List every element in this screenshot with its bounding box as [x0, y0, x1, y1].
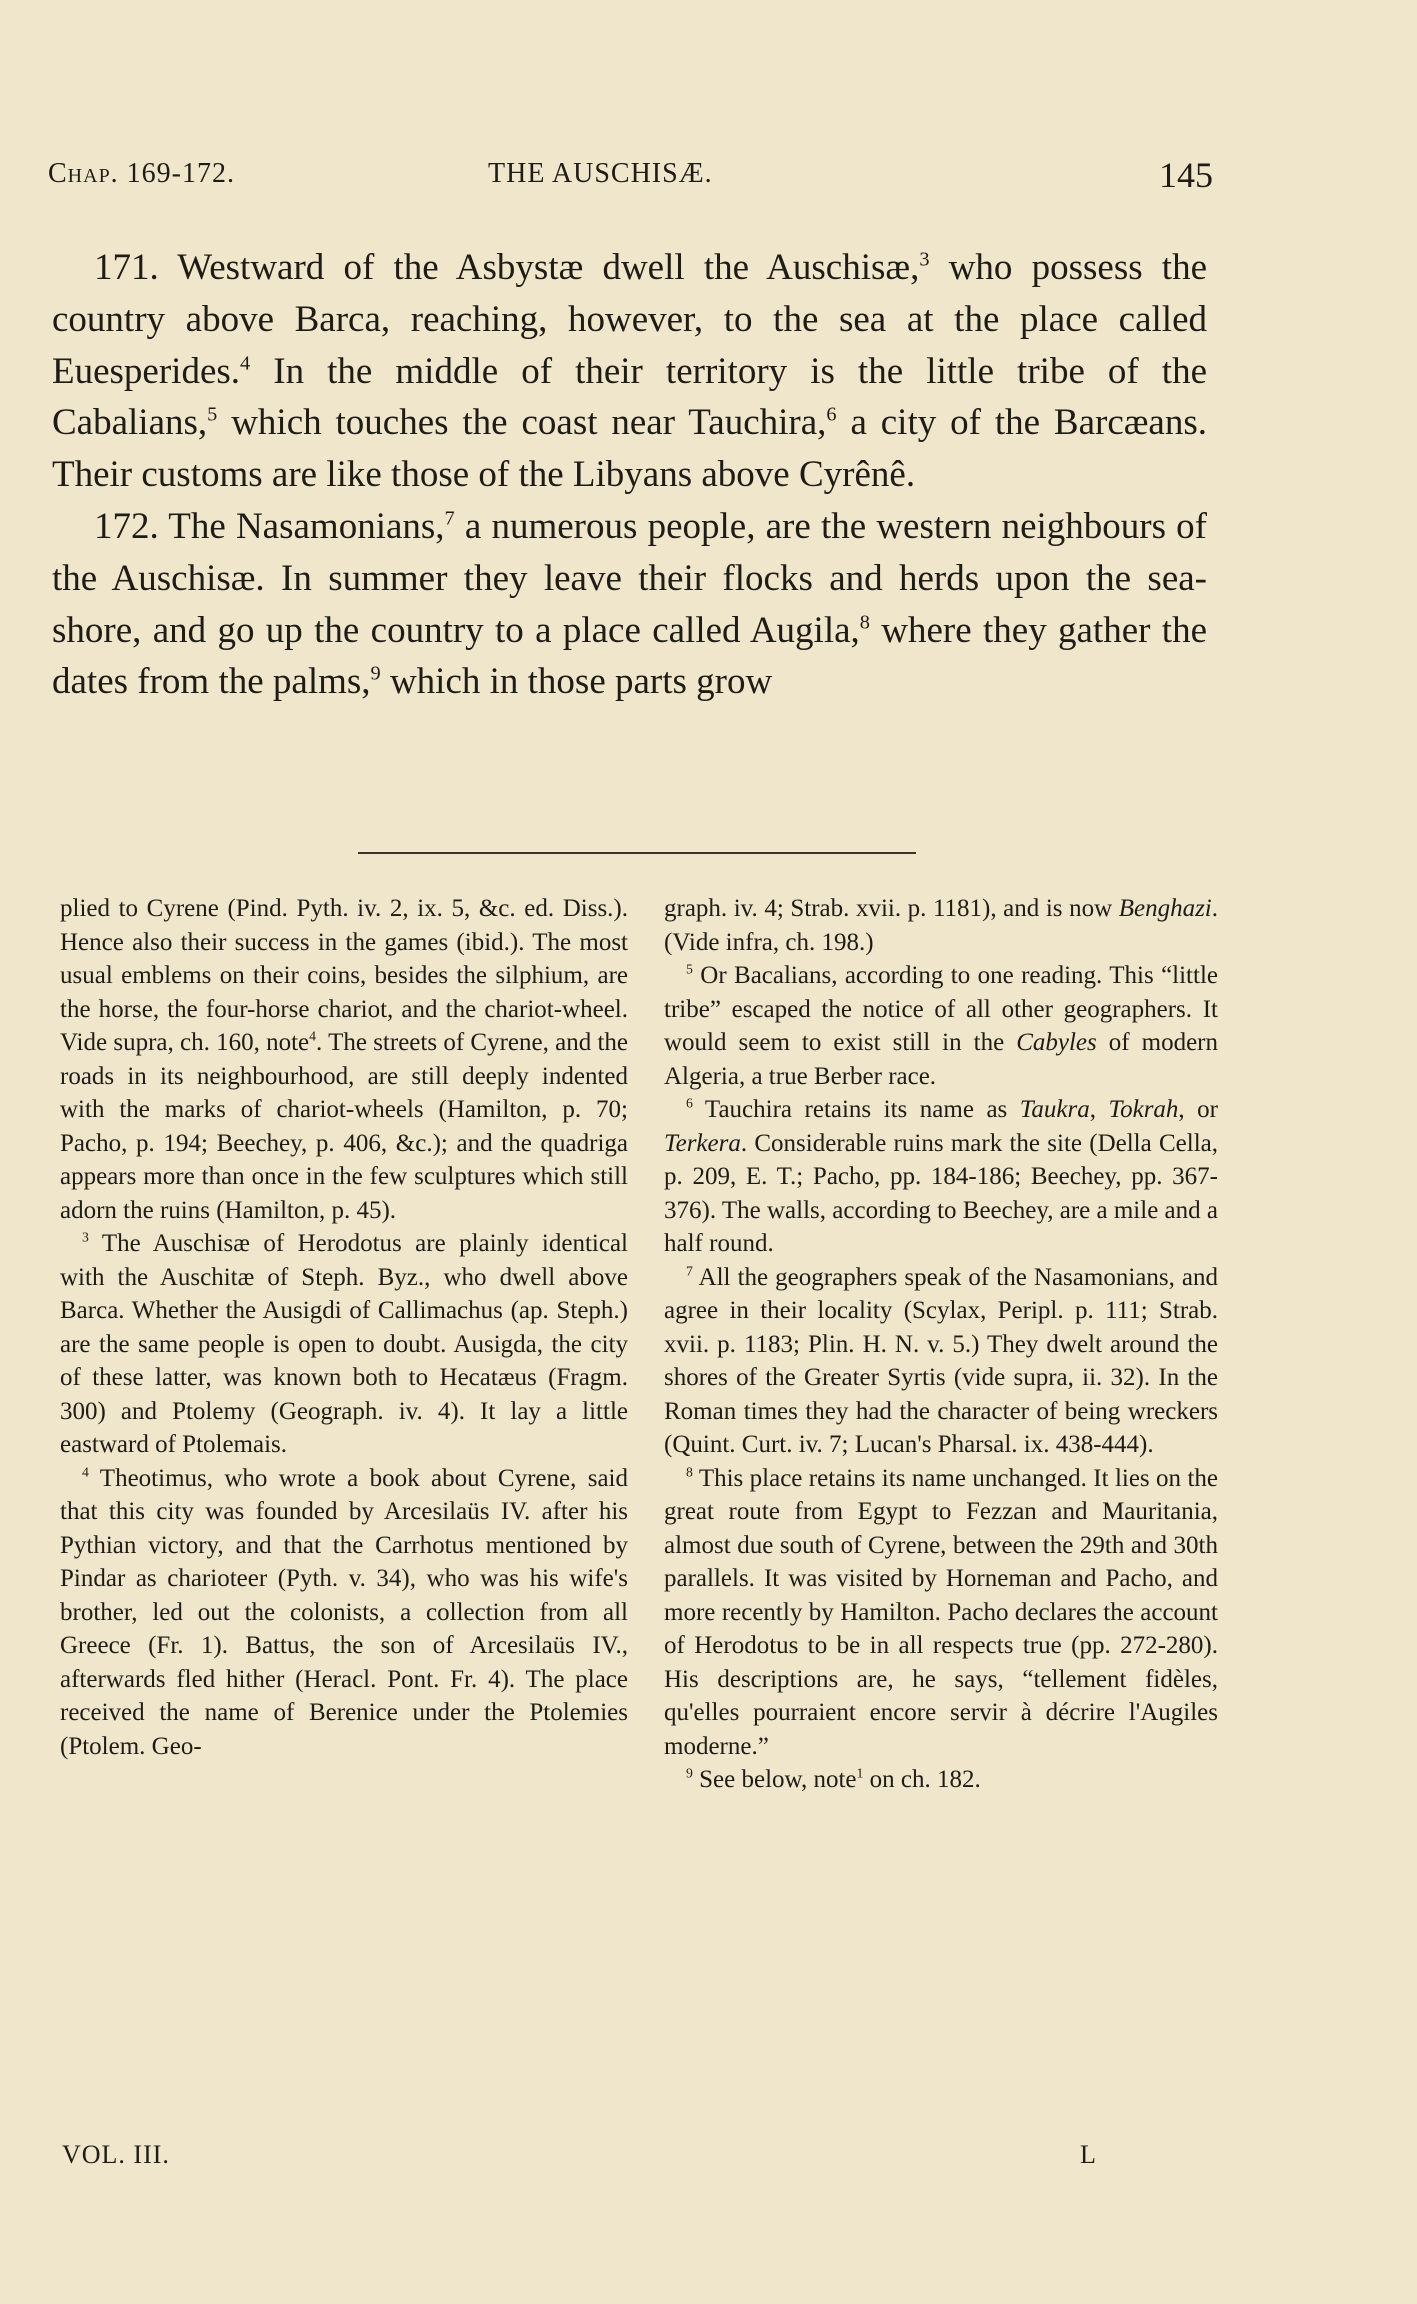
text-run: a numerous people, are the western neighbours of the Auschisæ. In summer they leave their flocks and herds upon the sea-shore, and go up the country to a place called Augila,: [52, 505, 1207, 651]
text-run: See below, note: [692, 1766, 857, 1793]
text-run: The Auschisæ of Herodotus are plainly identical with the Auschitæ of Steph. Byz., who dwell above Barca. Whether the Ausigdi of Callimachus (ap. Steph.) are the same people is open to doubt. Ausigda, the city of these latter, was known both to Hecatæus (Fragm. 300) and Ptolemy (Geograph. iv. 4). It lay a little eastward of Ptolemais.: [60, 1230, 628, 1458]
note-reference: 8: [859, 611, 870, 634]
footnote: [60, 1227, 628, 1462]
italic-term: Benghazi: [1118, 895, 1212, 922]
page-footer: [62, 2140, 1112, 2180]
running-title: THE AUSCHISÆ.: [488, 158, 713, 189]
text-run: which in those parts grow: [380, 661, 773, 703]
footnote: [60, 1462, 628, 1764]
note-reference: 9: [686, 1765, 693, 1781]
footnotes-right-column: [664, 892, 1218, 1797]
note-reference: 8: [686, 1464, 693, 1480]
italic-term: Cabyles: [1016, 1029, 1097, 1056]
chapter-range: Chap. 169-172.: [48, 158, 236, 189]
footnote: [664, 959, 1218, 1093]
note-reference: 4: [240, 352, 251, 375]
text-run: This place retains its name unchanged. It lies on the great route from Egypt to Fezzan and Mauritania, almost due south of Cyrene, between the 29th and 30th parallels. It was visited by Horneman and Pacho, and more recently by Hamilton. Pacho declares the account of Herodotus to be in all respects true (pp. 272-280). His descriptions are, he says, “tellement fidèles, qu'elles pourraient encore servir à décrire l'Augiles moderne.”: [664, 1464, 1218, 1760]
footnote-divider: [358, 852, 916, 854]
footnote: [664, 1763, 1218, 1797]
text-run: which touches the coast near Tauchira,: [217, 402, 827, 444]
text-run: . (Vide infra, ch. 198.): [664, 895, 1218, 956]
text-run: Tauchira retains its name as: [692, 1096, 1020, 1123]
text-run: Or Bacalians, according to one reading. This “little tribe” escaped the notice of all other geographers. It would seem to exist still in the: [664, 962, 1218, 1056]
text-run: plied to Cyrene (Pind. Pyth. iv. 2, ix. 5, &c. ed. Diss.). Hence also their success in the games (ibid.). The most usual emblems on their coins, besides the silphium, are the horse, the four-horse chariot, and the chariot-wheel. Vide supra, ch. 160, note: [60, 895, 628, 1056]
note-reference: 9: [370, 663, 381, 686]
note-reference: 3: [82, 1229, 89, 1245]
running-header: [48, 155, 1213, 198]
text-run: of modern Algeria, a true Berber race.: [664, 1029, 1218, 1090]
volume-label: VOL. III.: [62, 2140, 170, 2169]
text-run: who possess the country above Barca, reaching, however, to the sea at the place called Euesperides.: [52, 247, 1207, 392]
note-reference: 4: [82, 1464, 89, 1480]
footnote: [664, 1261, 1218, 1462]
note-reference: 7: [686, 1263, 693, 1279]
note-reference: 4: [309, 1028, 317, 1044]
text-run: a city of the Barcæans. Their customs are like those of the Libyans above Cyrênê.: [52, 402, 1207, 496]
note-reference: 6: [826, 404, 837, 427]
italic-term: Tokrah: [1108, 1096, 1179, 1123]
italic-term: Terkera: [664, 1129, 741, 1157]
text-run: 172. The Nasamonians,: [94, 505, 445, 547]
page-number: 145: [1159, 155, 1213, 195]
footnotes-left-column: [60, 892, 628, 1763]
main-paragraph: [52, 242, 1207, 501]
footnote: [664, 892, 1218, 959]
italic-term: Taukra: [1019, 1096, 1090, 1123]
footnote: [664, 1462, 1218, 1764]
note-reference: 6: [686, 1095, 693, 1111]
main-text: [52, 242, 1207, 708]
text-run: graph. iv. 4; Strab. xvii. p. 1181), and is now: [664, 895, 1119, 922]
note-reference: 5: [686, 961, 693, 977]
text-run: where they gather the dates from the palms,: [52, 609, 1207, 703]
signature-mark: L: [1080, 2140, 1096, 2169]
text-run: on ch. 182.: [863, 1766, 981, 1793]
note-reference: 1: [856, 1765, 864, 1781]
main-paragraph: [52, 501, 1207, 708]
footnote: [60, 892, 628, 1227]
note-reference: 7: [444, 507, 455, 530]
text-run: In the middle of their territory is the little tribe of the Cabalians,: [52, 350, 1207, 444]
note-reference: 3: [919, 248, 930, 271]
text-run: . Considerable ruins mark the site (Della Cella, p. 209, E. T.; Pacho, pp. 184-186; Beechey, pp. 367-376). The walls, according to Beechey, are a mile and a half round.: [664, 1129, 1218, 1257]
text-run: . The streets of Cyrene, and the roads in its neighbourhood, are still deeply indented with the marks of chariot-wheels (Hamilton, p. 70; Pacho, p. 194; Beechey, p. 406, &c.); and the quadriga appears more than once in the few sculptures which still adorn the ruins (Hamilton, p. 45).: [60, 1029, 628, 1224]
footnote: [664, 1093, 1218, 1261]
text-run: Theotimus, who wrote a book about Cyrene, said that this city was founded by Arcesilaüs IV. after his Pythian victory, and that the Carrhotus mentioned by Pindar as charioteer (Pyth. v. 34), who was his wife's brother, led out the colonists, a collection from all Greece (Fr. 1). Battus, the son of Arcesilaüs IV., afterwards fled hither (Heracl. Pont. Fr. 4). The place received the name of Berenice under the Ptolemies (Ptolem. Geo-: [60, 1464, 628, 1760]
text-run: , or: [1178, 1096, 1219, 1123]
text-run: 171. Westward of the Asbystæ dwell the Auschisæ,: [94, 247, 920, 288]
text-run: ,: [1089, 1096, 1109, 1123]
note-reference: 5: [207, 404, 218, 427]
text-run: All the geographers speak of the Nasamonians, and agree in their locality (Scylax, Peripl. p. 111; Strab. xvii. p. 1183; Plin. H. N. v. 5.) They dwelt around the shores of the Greater Syrtis (vide supra, ii. 32). In the Roman times they had the character of being wreckers (Quint. Curt. iv. 7; Lucan's Pharsal. ix. 438-444).: [664, 1263, 1218, 1458]
